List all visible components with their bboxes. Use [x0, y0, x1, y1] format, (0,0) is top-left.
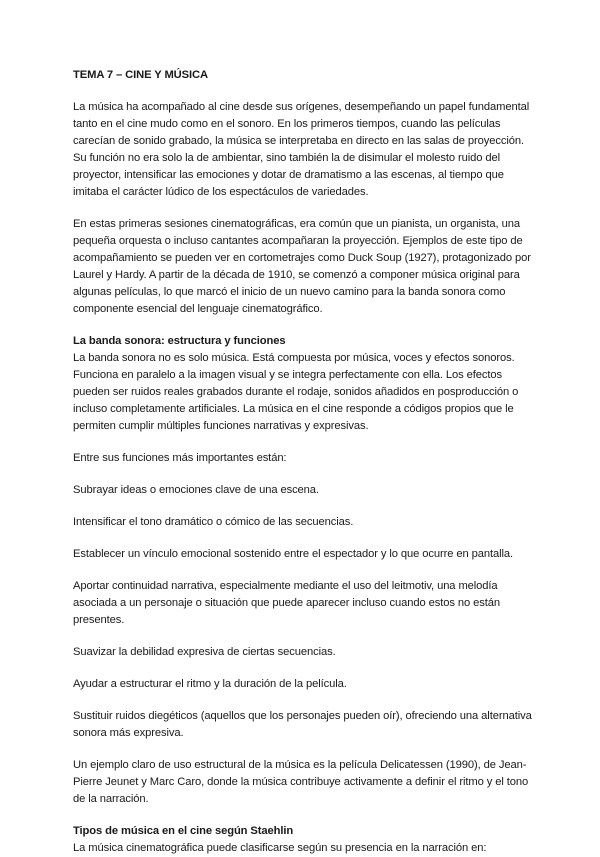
section-intro-banda-sonora: La banda sonora no es solo música. Está compuesta por música, voces y efectos sonoros. Funciona en paralelo a la imagen visual y se integra perfectamente con ella. Los efectos pueden ser ruidos reales grabados durante el rodaje, sonidos añadidos en posproducción o incluso completamente artificiales. La música en el cine responde a códigos propios que le permiten cumplir múltiples funciones narrativas y expresivas. [73, 352, 519, 432]
function-item: Ayudar a estructurar el ritmo y la duración de la película. [73, 678, 347, 690]
section-intro-tipos-musica: La música cinematográfica puede clasificarse según su presencia en la narración en: [73, 842, 487, 854]
section-heading-tipos-musica: Tipos de música en el cine según Staehlin [73, 825, 294, 837]
example-paragraph: Un ejemplo claro de uso estructural de la música es la película Delicatessen (1990), de Jean-Pierre Jeunet y Marc Caro, donde la música contribuye activamente a definir el ritmo y el tono de la narración. [73, 759, 529, 805]
intro-paragraph-1: La música ha acompañado al cine desde sus orígenes, desempeñando un papel fundamental tanto en el cine mudo como en el sonoro. En los primeros tiempos, cuando las películas carecían de sonido grabado, la música se interpretaba en directo en las salas de proyección. Su función no era solo la de ambientar, sino también la de disimular el molesto ruido del proyector, intensificar las emociones y dotar de dramatismo a las escenas, al tiempo que imitaba el carácter lúdico de los espectáculos de variedades. [73, 101, 530, 198]
functions-lead: Entre sus funciones más importantes están: [73, 452, 287, 464]
function-item: Subrayar ideas o emociones clave de una escena. [73, 484, 319, 496]
function-item: Intensificar el tono dramático o cómico de las secuencias. [73, 516, 354, 528]
function-item: Suavizar la debilidad expresiva de ciertas secuencias. [73, 646, 336, 658]
function-item: Establecer un vínculo emocional sostenido entre el espectador y lo que ocurre en pantalla. [73, 548, 514, 560]
intro-paragraph-2: En estas primeras sesiones cinematográficas, era común que un pianista, un organista, una pequeña orquesta o incluso cantantes acompañaran la proyección. Ejemplos de este tipo de acompañamiento se pueden ver en cortometrajes como Duck Soup (1927), protagonizado por Laurel y Hardy. A partir de la década de 1910, se comenzó a componer música original para algunas películas, lo que marcó el inicio de un nuevo camino para la banda sonora como componente esencial del lenguaje cinematográfico. [73, 218, 531, 315]
document-title: TEMA 7 – CINE Y MÚSICA [73, 69, 208, 81]
function-item: Aportar continuidad narrativa, especialmente mediante el uso del leitmotiv, una melodía asociada a un personaje o situación que puede aparecer incluso cuando estos no están presentes. [73, 580, 500, 626]
function-item: Sustituir ruidos diegéticos (aquellos que los personajes pueden oír), ofreciendo una alternativa sonora más expresiva. [73, 710, 532, 739]
section-heading-banda-sonora: La banda sonora: estructura y funciones [73, 335, 286, 347]
document-body [73, 67, 533, 857]
